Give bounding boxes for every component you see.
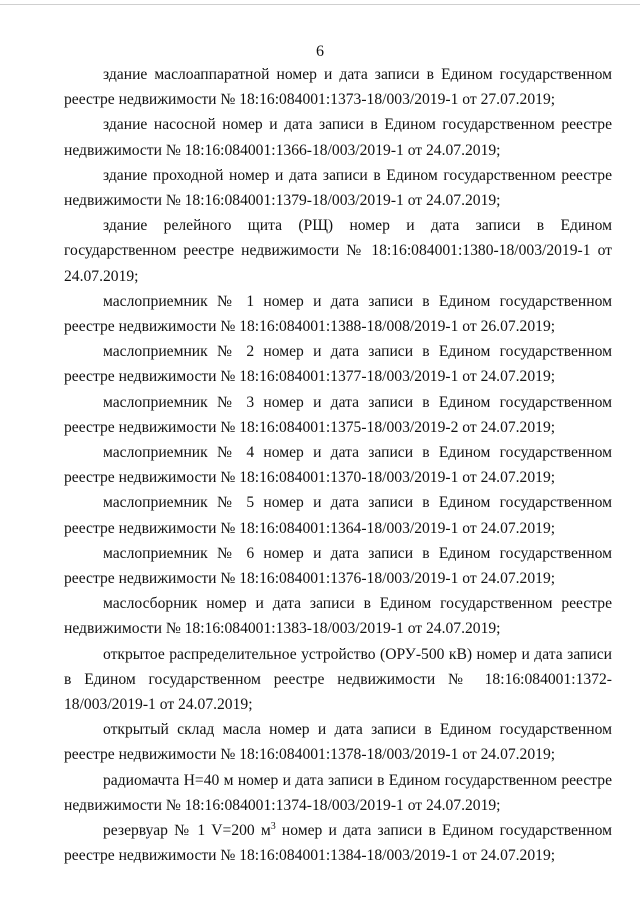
reservoir-text-end: номер и дата записи в Едином государственном реестре недвижимости № 18:16:084001:1384-18/003/2019-1 от 24.07.2019;	[64, 822, 612, 865]
list-item: маслоприемник № 5 номер и дата записи в Едином государственном реестре недвижимости № 18:16:084001:1364-18/003/2019-1 от 24.07.2019;	[64, 494, 612, 537]
list-item: маслоприемник № 2 номер и дата записи в Едином государственном реестре недвижимости № 18:16:084001:1377-18/003/2019-1 от 24.07.2019;	[64, 343, 612, 386]
list-item: здание проходной номер и дата записи в Едином государственном реестре недвижимости № 18:16:084001:1379-18/003/2019-1 от 24.07.2019;	[64, 166, 612, 210]
list-item: маслоприемник № 6 номер и дата записи в Едином государственном реестре недвижимости № 18:16:084001:1376-18/003/2019-1 от 24.07.2019;	[64, 544, 612, 588]
document-body	[64, 62, 612, 869]
list-item-reservoir	[64, 818, 612, 868]
list-item: здание насосной номер и дата записи в Едином государственном реестре недвижимости № 18:16:084001:1366-18/003/2019-1 от 24.07.2019;	[64, 116, 612, 159]
list-item: здание релейного щита (РЩ) номер и дата записи в Едином государственном реестре недвижимости № 18:16:084001:1380-18/003/2019-1 от 24.07.2019;	[64, 217, 612, 285]
list-item: открытый склад масла номер и дата записи в Едином государственном реестре недвижимости № 18:16:084001:1378-18/003/2019-1 от 24.07.2019;	[64, 721, 612, 764]
list-item: открытое распределительное устройство (ОРУ-500 кВ) номер и дата записи в Едином государственном реестре недвижимости № 18:16:084001:1372-18/003/2019-1 от 24.07.2019;	[64, 645, 612, 714]
top-edge-line	[0, 4, 640, 5]
list-item: здание маслоаппаратной номер и дата записи в Едином государственном реестре недвижимости № 18:16:084001:1373-18/003/2019-1 от 27.07.2019;	[64, 66, 612, 109]
list-item: маслосборник номер и дата записи в Едином государственном реестре недвижимости № 18:16:084001:1383-18/003/2019-1 от 24.07.2019;	[64, 595, 612, 638]
superscript-exponent: 3	[270, 820, 276, 832]
list-item: маслоприемник № 1 номер и дата записи в Едином государственном реестре недвижимости № 18:16:084001:1388-18/008/2019-1 от 26.07.2019;	[64, 292, 612, 336]
list-item: маслоприемник № 4 номер и дата записи в Едином государственном реестре недвижимости № 18:16:084001:1370-18/003/2019-1 от 24.07.2019;	[64, 444, 612, 487]
list-item: радиомачта Н=40 м номер и дата записи в Едином государственном реестре недвижимости № 18:16:084001:1374-18/003/2019-1 от 24.07.2019;	[64, 771, 612, 814]
reservoir-text-start: резервуар № 1 V=200 м	[103, 822, 271, 840]
list-item: маслоприемник № 3 номер и дата записи в Едином государственном реестре недвижимости № 18:16:084001:1375-18/003/2019-2 от 24.07.2019;	[64, 393, 612, 436]
page-number: 6	[316, 43, 324, 60]
